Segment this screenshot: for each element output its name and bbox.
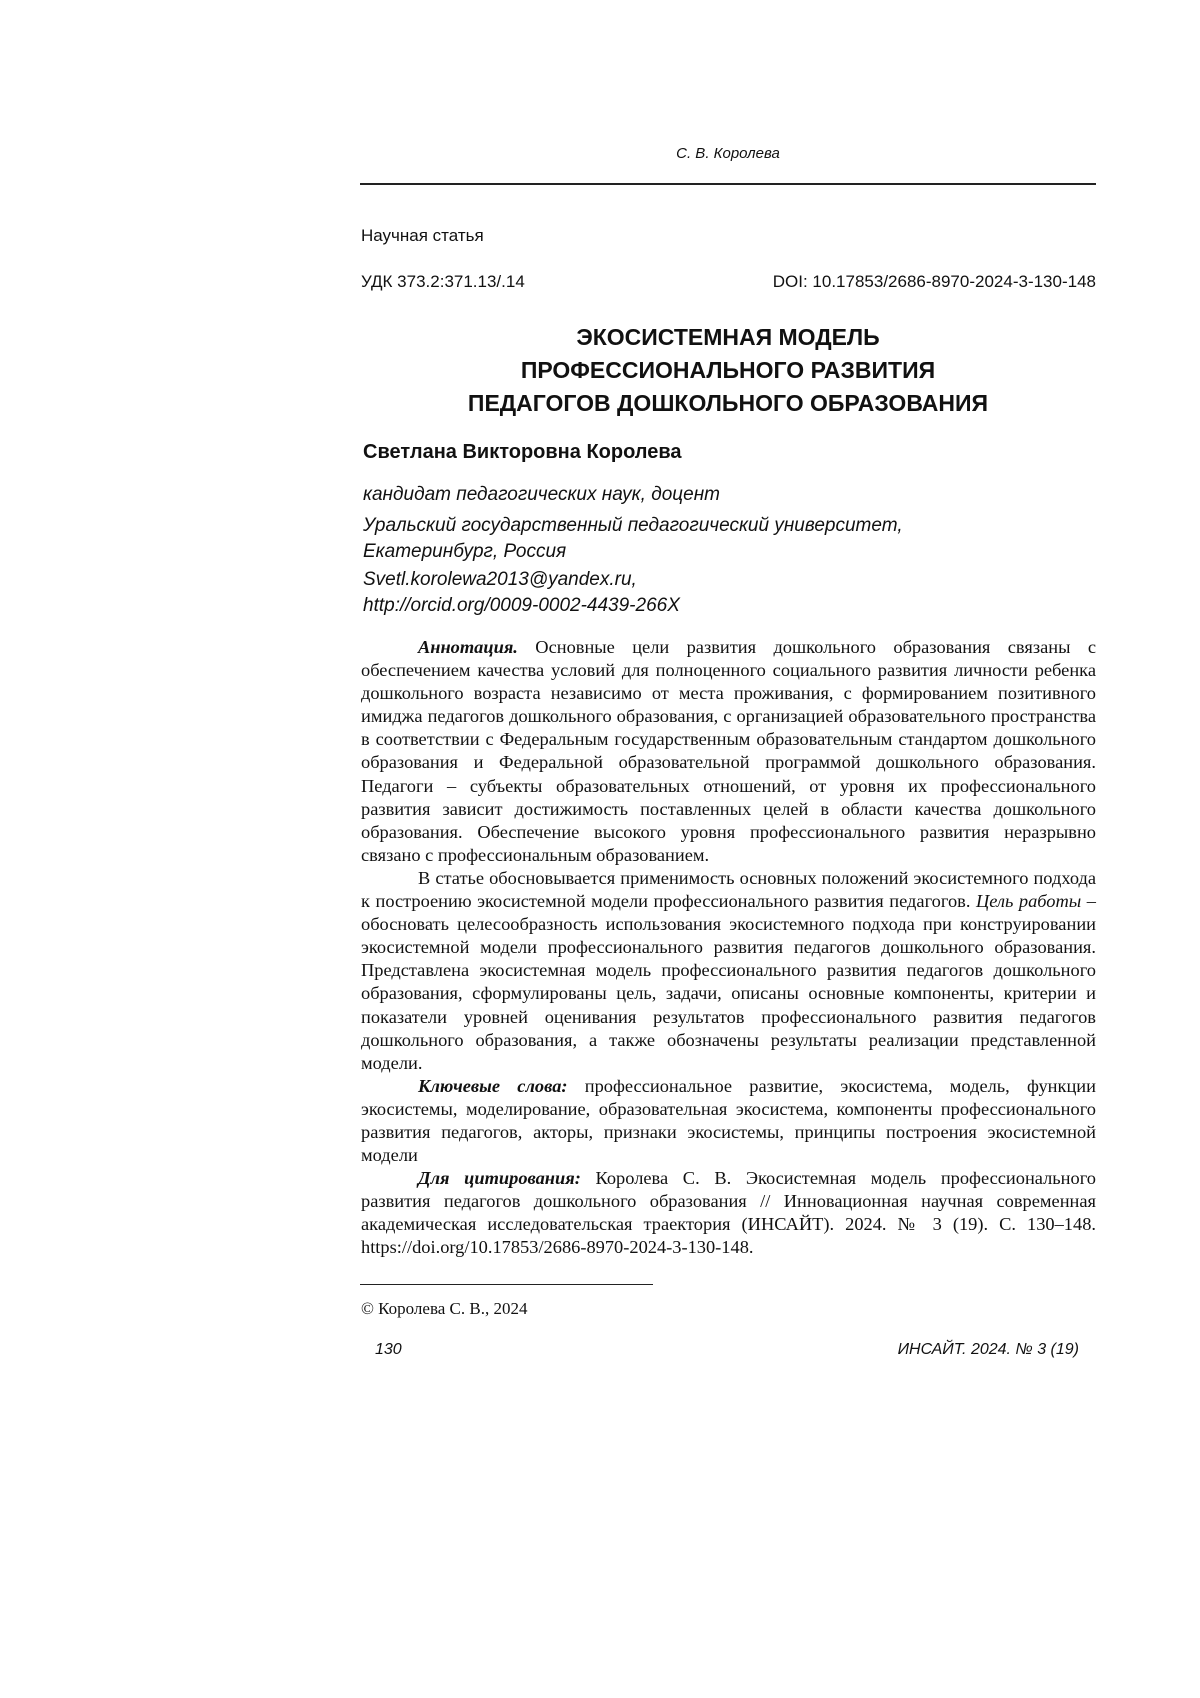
citation-text: Королева С. В. Экосистемная модель профессионального развития педагогов дошкольного образования // Инновационная научная современная академическая исследовательская траектория (ИНСАЙТ). 2024. № 3 (19). С. 130–148. https://doi.org/10.17853/2686-8970-2024-3-130-148. — [361, 1168, 1096, 1257]
abstract-block — [361, 636, 1096, 1260]
author-email[interactable]: Svetl.korolewa2013@yandex.ru, — [363, 567, 680, 593]
running-header-author: С. В. Королева — [360, 145, 1096, 162]
author-degree — [363, 482, 720, 508]
citation-paragraph — [361, 1167, 1096, 1259]
citation-label: Для цитирования: — [418, 1168, 581, 1188]
page-number: 130 — [375, 1341, 402, 1359]
author-degree-text: кандидат педагогических наук, доцент — [363, 482, 720, 508]
udk-code: УДК 373.2:371.13/.14 — [361, 272, 525, 292]
journal-footer: ИНСАЙТ. 2024. № 3 (19) — [898, 1341, 1079, 1359]
article-title — [360, 321, 1096, 420]
title-line: ЭКОСИСТЕМНАЯ МОДЕЛЬ — [360, 321, 1096, 354]
footnote-divider — [360, 1284, 653, 1285]
goal-label: Цель работы — [976, 891, 1081, 911]
abstract-para2-end: – обосновать целесообразность использования экосистемного подхода при конструировании экосистемной модели профессионального развития педагогов дошкольного образования. Представлена экосистемная модель профессионального развития педагогов дошкольного образования, сформулированы цель, задачи, описаны основные компоненты, критерии и показатели уровней оценивания результатов профессионального развития педагогов дошкольного образования, а также обозначены результаты реализации представленной модели. — [361, 891, 1096, 1073]
abstract-text: Основные цели развития дошкольного образования связаны с обеспечением качества условий для полноценного социального развития личности ребенка дошкольного возраста независимо от места проживания, с формированием позитивного имиджа педагогов дошкольного образования, с организацией образовательного пространства в соответствии с Федеральным государственным образовательным стандартом дошкольного образования и Федеральной образовательной программой дошкольного образования. Педагоги – субъекты образовательных отношений, от уровня их профессионального развития зависит достижимость поставленных целей в области качества дошкольного образования. Обеспечение высокого уровня профессионального развития неразрывно связано с профессиональным образованием. — [361, 637, 1096, 865]
article-type: Научная статья — [361, 226, 484, 246]
author-contacts — [363, 567, 680, 619]
author-orcid[interactable]: http://orcid.org/0009-0002-4439-266X — [363, 593, 680, 619]
author-city: Екатеринбург, Россия — [363, 539, 903, 565]
author-name: Светлана Викторовна Королева — [363, 441, 682, 464]
article-page — [0, 0, 1200, 1698]
author-affiliation — [363, 513, 903, 565]
doi[interactable]: DOI: 10.17853/2686-8970-2024-3-130-148 — [773, 272, 1096, 292]
keywords-paragraph — [361, 1075, 1096, 1167]
abstract-label: Аннотация. — [418, 637, 518, 657]
title-line: ПЕДАГОГОВ ДОШКОЛЬНОГО ОБРАЗОВАНИЯ — [360, 387, 1096, 420]
abstract-paragraph — [361, 636, 1096, 867]
abstract-paragraph-2 — [361, 867, 1096, 1075]
title-line: ПРОФЕССИОНАЛЬНОГО РАЗВИТИЯ — [360, 354, 1096, 387]
author-university: Уральский государственный педагогический университет, — [363, 513, 903, 539]
copyright: © Королева С. В., 2024 — [361, 1299, 528, 1319]
header-divider — [360, 183, 1096, 185]
keywords-text: профессиональное развитие, экосистема, модель, функции экосистемы, моделирование, образовательная экосистема, компоненты профессионального развития педагогов, акторы, признаки экосистемы, принципы построения экосистемной модели — [361, 1076, 1096, 1165]
abstract-para2-start: В статье обосновывается применимость основных положений экосистемного подхода к построению экосистемной модели профессионального развития педагогов. — [361, 868, 1096, 911]
keywords-label: Ключевые слова: — [418, 1076, 568, 1096]
